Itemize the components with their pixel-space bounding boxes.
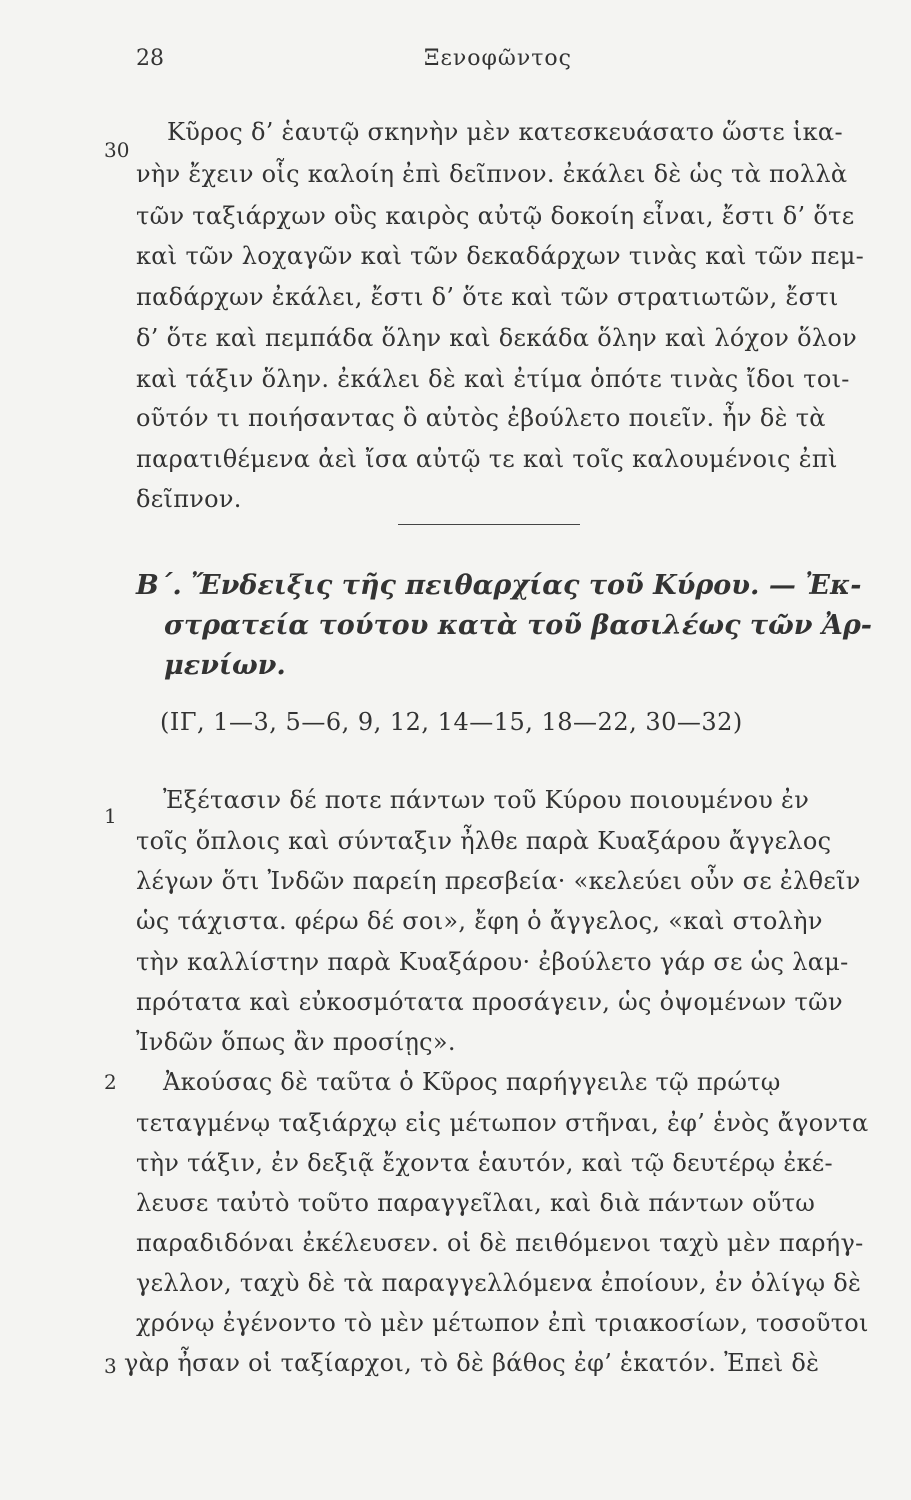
text-line: χρόνῳ ἐγένοντο τὸ μὲν μέτωπον ἐπὶ τριακοσίων, τοσοῦτοι: [136, 1309, 869, 1337]
text-line: πρότατα καὶ εὐκοσμότατα προσάγειν, ὡς ὀψομένων τῶν: [136, 988, 843, 1016]
text-line: τοῖς ὅπλοις καὶ σύνταξιν ἦλθε παρὰ Κυαξάρου ἄγγελος: [136, 827, 832, 855]
text-line: γελλον, ταχὺ δὲ τὰ παραγγελλόμενα ἐποίουν, ἐν ὀλίγῳ δὲ: [136, 1269, 862, 1297]
section-number: 2: [104, 1070, 117, 1094]
text-line: τὴν καλλίστην παρὰ Κυαξάρου· ἐβούλετο γάρ σε ὡς λαμ-: [136, 948, 849, 976]
section-heading: στρατεία τούτου κατὰ τοῦ βασιλέως τῶν Ἀρ-: [164, 610, 873, 641]
text-line: τεταγμένῳ ταξιάρχῳ εἰς μέτωπον στῆναι, ἐφ’ ἑνὸς ἄγοντα: [136, 1109, 869, 1137]
page-number: 28: [136, 46, 164, 71]
text-line: Ἐξέτασιν δέ ποτε πάντων τοῦ Κύρου ποιουμένου ἐν: [163, 786, 810, 814]
text-line: παρατιθέμενα ἀεὶ ἴσα αὐτῷ τε καὶ τοῖς καλουμένοις ἐπὶ: [136, 445, 838, 473]
text-line: τῶν ταξιάρχων οὓς καιρὸς αὐτῷ δοκοίη εἶναι, ἔστι δ’ ὅτε: [136, 202, 855, 230]
section-divider: [398, 524, 580, 525]
text-line: νὴν ἔχειν οἷς καλοίη ἐπὶ δεῖπνον. ἐκάλει δὲ ὡς τὰ πολλὰ: [136, 160, 848, 188]
section-number: 30: [104, 138, 130, 162]
text-line: παραδιδόναι ἐκέλευσεν. οἱ δὲ πειθόμενοι ταχὺ μὲν παρήγ-: [136, 1229, 864, 1257]
text-line: Κῦρος δ’ ἑαυτῷ σκηνὴν μὲν κατεσκευάσατο ὥστε ἱκα-: [167, 118, 843, 146]
text-line: τὴν τάξιν, ἐν δεξιᾷ ἔχοντα ἑαυτόν, καὶ τῷ δευτέρῳ ἐκέ-: [136, 1149, 833, 1177]
text-line: Ἰνδῶν ὅπως ἂν προσίῃς».: [136, 1028, 456, 1056]
section-heading: Β΄. Ἔνδειξις τῆς πειθαρχίας τοῦ Κύρου. — Ἐκ-: [136, 570, 862, 601]
text-line: παδάρχων ἐκάλει, ἔστι δ’ ὅτε καὶ τῶν στρατιωτῶν, ἔστι: [136, 283, 839, 311]
text-line: ὡς τάχιστα. φέρω δέ σοι», ἔφη ὁ ἄγγελος, «καὶ στολὴν: [136, 907, 823, 935]
passage-references: (ΙΓ, 1—3, 5—6, 9, 12, 14—15, 18—22, 30—32): [160, 708, 743, 736]
section-number: 3: [104, 1354, 117, 1378]
text-line: λέγων ὅτι Ἰνδῶν παρείη πρεσβεία· «κελεύει οὖν σε ἐλθεῖν: [136, 867, 861, 895]
text-line: καὶ τῶν λοχαγῶν καὶ τῶν δεκαδάρχων τινὰς καὶ τῶν πεμ-: [136, 242, 865, 270]
section-number: 1: [104, 804, 117, 828]
text-line: Ἀκούσας δὲ ταῦτα ὁ Κῦρος παρήγγειλε τῷ πρώτῳ: [163, 1068, 781, 1096]
text-line: γὰρ ἦσαν οἱ ταξίαρχοι, τὸ δὲ βάθος ἐφ’ ἑκατόν. Ἐπεὶ δὲ: [124, 1349, 820, 1377]
text-line: λευσε ταὐτὸ τοῦτο παραγγεῖλαι, καὶ διὰ πάντων οὕτω: [136, 1189, 816, 1217]
running-title: Ξενοφῶντος: [424, 46, 572, 71]
text-line: οῦτόν τι ποιήσαντας ὃ αὐτὸς ἐβούλετο ποιεῖν. ἦν δὲ τὰ: [136, 404, 826, 432]
text-line: δεῖπνον.: [136, 485, 242, 513]
text-line: καὶ τάξιν ὅλην. ἐκάλει δὲ καὶ ἐτίμα ὁπότε τινὰς ἴδοι τοι-: [136, 365, 850, 393]
section-heading: μενίων.: [164, 650, 286, 681]
text-line: δ’ ὅτε καὶ πεμπάδα ὅλην καὶ δεκάδα ὅλην καὶ λόχον ὅλον: [136, 324, 857, 352]
